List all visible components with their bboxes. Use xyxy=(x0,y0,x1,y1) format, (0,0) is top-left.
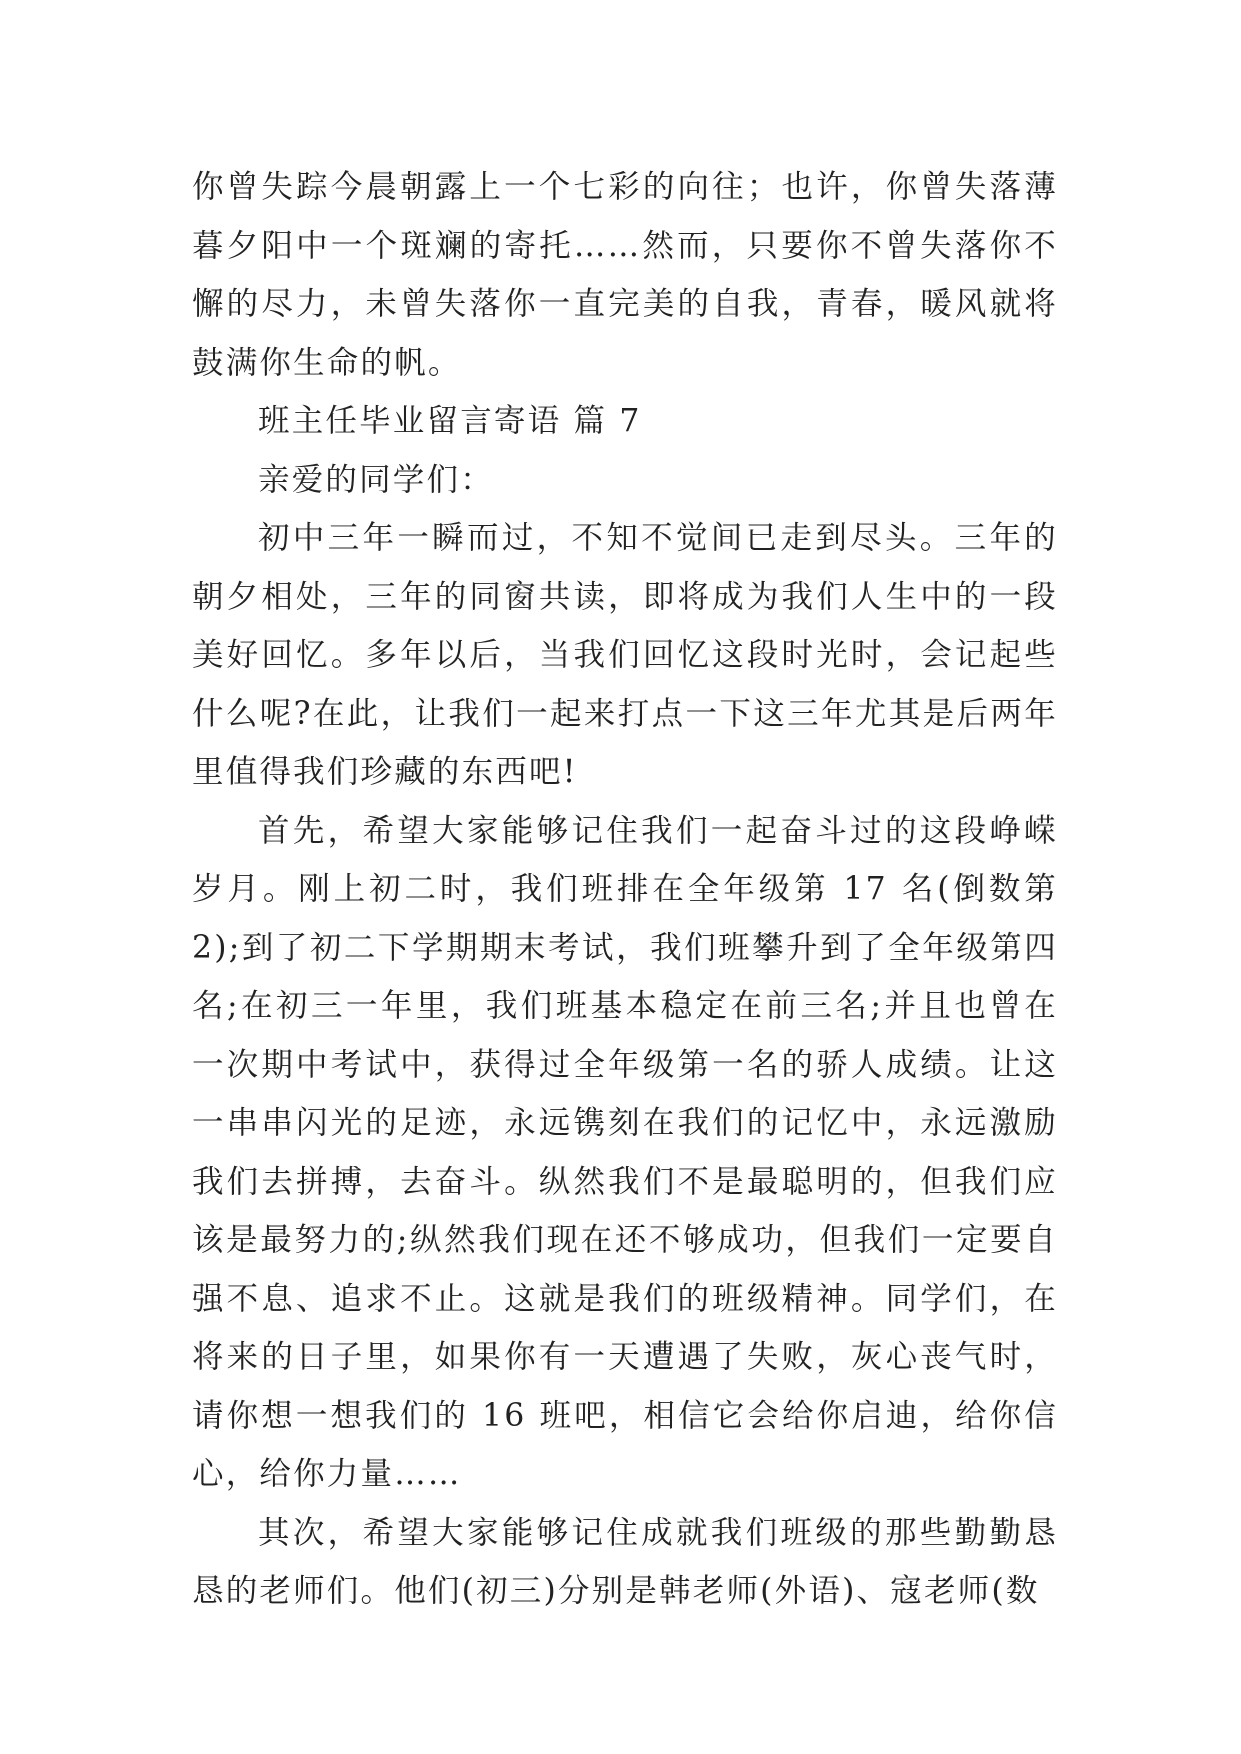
paragraph-body-3: 其次，希望大家能够记住成就我们班级的那些勤勤恳恳的老师们。他们(初三)分别是韩老师(外语)、寇老师(数 xyxy=(192,1514,1058,1609)
document-body xyxy=(192,158,1058,1621)
paragraph-continued: 你曾失踪今晨朝露上一个七彩的向往；也许，你曾失落薄暮夕阳中一个斑斓的寄托……然而，只要你不曾失落你不懈的尽力，未曾失落你一直完美的自我，青春，暖风就将鼓满你生命的帆。 xyxy=(192,169,1058,381)
paragraph-body-2: 首先，希望大家能够记住我们一起奋斗过的这段峥嵘岁月。刚上初二时，我们班排在全年级第 17 名(倒数第 2);到了初二下学期期末考试，我们班攀升到了全年级第四名;在初三一年里，我们班基本稳定在前三名;并且也曾在一次期中考试中，获得过全年级第一名的骄人成绩。让这一串串闪光的足迹，永远镌刻在我们的记忆中，永远激励我们去拼搏，去奋斗。纵然我们不是最聪明的，但我们应该是最努力的;纵然我们现在还不够成功，但我们一定要自强不息、追求不止。这就是我们的班级精神。同学们，在将来的日子里，如果你有一天遭遇了失败，灰心丧气时，请你想一想我们的 16 班吧，相信它会给你启迪，给你信心，给你力量…… xyxy=(192,812,1058,1492)
salutation: 亲爱的同学们： xyxy=(258,461,494,498)
paragraph-body-1: 初中三年一瞬而过，不知不觉间已走到尽头。三年的朝夕相处，三年的同窗共读，即将成为我们人生中的一段美好回忆。多年以后，当我们回忆这段时光时，会记起些什么呢?在此，让我们一起来打点一下这三年尤其是后两年里值得我们珍藏的东西吧! xyxy=(192,520,1058,790)
section-heading: 班主任毕业留言寄语 篇 7 xyxy=(258,403,642,439)
